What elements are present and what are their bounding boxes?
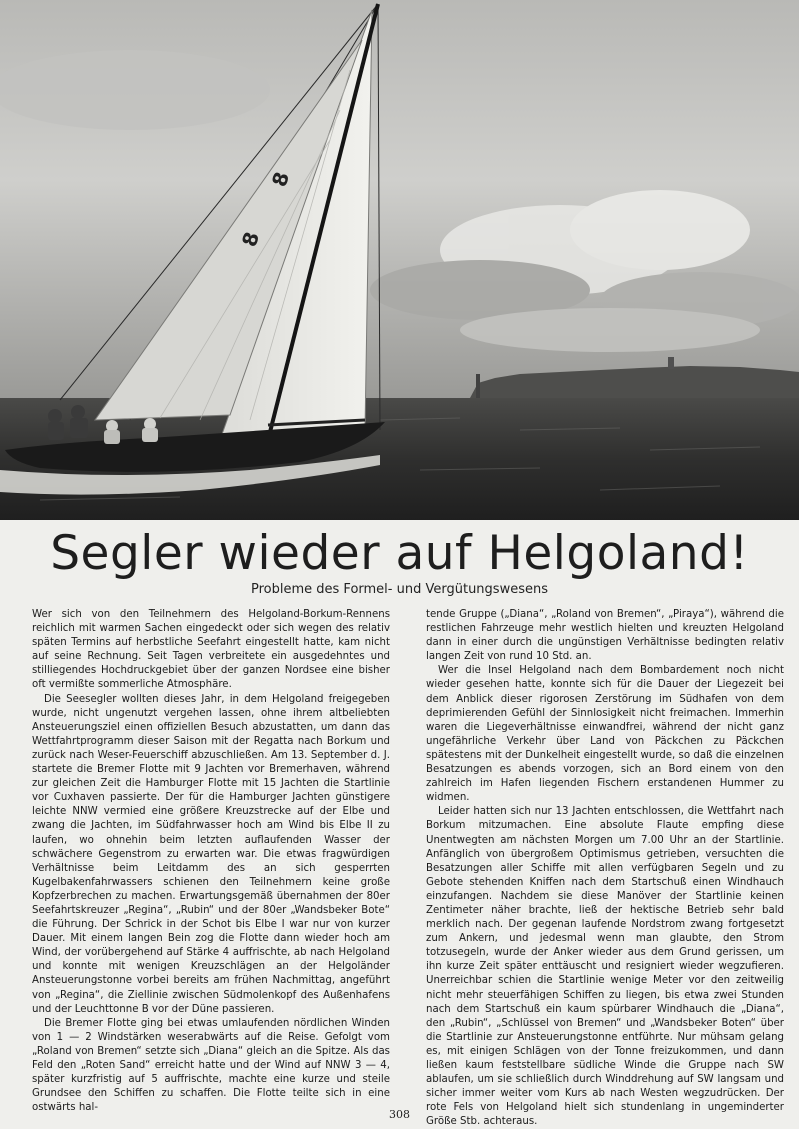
paragraph: Wer die Insel Helgoland nach dem Bombardement noch nicht wieder gesehen hatte, konnte sich für die Dauer der Liegezeit bei dem Anblick dieser rigorosen Zerstörung im Südhafen von dem deprimierenden Gefühl der Sinnlosigkeit nicht freimachen. Immerhin waren die Liegeverhältnisse einwandfrei, während der nicht ganz ungefährliche Verkehr über Land von Päckchen zu Päckchen spätestens mit der Dunkelheit eingestellt wurde, so daß die einzelnen Besatzungen es abends vorzogen, sich an Bord einem von den zahlreich im Hafen liegenden Fischern erstandenen Hummer zu widmen. [426,665,784,804]
photo-illustration [0,0,799,520]
paragraph: Leider hatten sich nur 13 Jachten entschlossen, die Wettfahrt nach Borkum mitzumachen. Eine absolute Flaute empfing diese Unentwegten am nächsten Morgen um 7.00 Uhr an der Startlinie. Anfänglich von übergroßem Optimismus getrieben, versuchten die Besatzungen aller Schiffe mit allen verfügbaren Segeln und zu Gebote stehenden Kniffen nach dem Startschuß einen Windhauch einzufangen. Nachdem sie diese Manöver der Startlinie keinen Zentimeter näher brachte, ließ der hektische Betrieb sehr bald merklich nach. Der gegenan laufende Nordstrom zwang fortgesetzt zum Ankern, und jedesmal wenn man glaubte, den Strom totzusegeln, wurde der Anker wieder aus dem Grund gerissen, um ihn kurze Zeit später enttäuscht und resigniert wieder wegzufieren. Unerreichbar schien die Startlinie wenige Meter vor den zeitweilig nicht mehr steuerfähigen Schiffen zu liegen, bis etwa zwei Stunden nach dem Startschuß ein kaum spürbarer Windhauch die „Diana“, den „Rubin“, „Schlüssel von Bremen“ und „Wandsbeker Boten“ über die Startlinie zur Ansteuerungstonne entführte. Nur mühsam gelang es, mit einigen Schlägen von der Tonne freizukommen, und dann ließen kaum feststellbare südliche Winde die Gruppe nach SW ablaufen, um sie schließlich durch Winddrehung auf SW langsam und sicher immer weiter vom Kurs ab nach Westen wegzudrücken. Der rote Fels von Helgoland hielt sich stundenlang in ungeminderter Größe Stb. achteraus. [426,806,784,1128]
article-title: Segler wieder auf Helgoland! [50,526,749,581]
paragraph: tende Gruppe („Diana“, „Roland von Bremen“, „Piraya“), während die restlichen Fahrzeuge mehr westlich hielten und kreuzten Helgoland dann in einer durch die ungünstigen Verhältnisse bedingten relativ langen Zeit von rund 10 Std. an. [426,609,784,663]
sailing-photo [0,0,799,520]
sail-number-bottom: 8 [236,228,265,250]
sail-number-top: 8 [266,168,295,190]
column-left [32,608,390,1114]
paragraph: Die Bremer Flotte ging bei etwas umlaufenden nördlichen Winden von 1 — 2 Windstärken weserabwärts auf die Reise. Gefolgt vom „Roland von Bremen“ setzte sich „Diana“ gleich an die Spitze. Als das Feld den „Roten Sand“ erreicht hatte und der Wind auf NNW 3 — 4, später kurzfristig auf 5 auffrischte, machte eine kurze und steile Grundsee den Schiffen zu schaffen. Die Flotte teilte sich in eine ostwärts hal- [32,1017,390,1114]
page-number: 308 [389,1108,410,1121]
paragraph: Wer sich von den Teilnehmern des Helgoland-Borkum-Rennens reichlich mit warmen Sachen eingedeckt oder sich wegen des relativ späten Termins auf herbstliche Seefahrt eingestellt hatte, kam nicht auf seine Rechnung. Seit Tagen verbreitete ein ausgedehntes und stilliegendes Hochdruckgebiet über der ganzen Nordsee eine bisher oft vermißte sommerliche Atmosphäre. [32,609,390,691]
column-right [426,608,784,1128]
paragraph: Die Seesegler wollten dieses Jahr, in dem Helgoland freigegeben wurde, nicht ungenutzt vergehen lassen, ohne ihrem altbeliebten Ansteuerungsziel einen offiziellen Besuch abzustatten, um dann das Wettfahrtprogramm dieser Saison mit der Regatta nach Borkum und zurück nach Weser-Feuerschiff abzuschließen. Am 13. September d. J. startete die Bremer Flotte mit 9 Jachten vor Bremerhaven, während zur gleichen Zeit die Hamburger Flotte mit 15 Jachten die Startlinie vor Cuxhaven passierte. Der für die Hamburger Jachten günstigere leichte NNW vermied eine größere Kreuzstrecke auf der Elbe und zwang die Jachten, im Südfahrwasser hoch am Wind bis Elbe II zu laufen, wo ohnehin beim letzten auflaufenden Wasser der schwächere Gegenstrom zu erwarten war. Die etwas fragwürdigen Verhältnisse beim Leitdamm des an sich gesperrten Kugelbakenfahrwassers schienen den Teilnehmern keine große Kopfzerbrechen zu machen. Erwartungsgemäß übernahmen der 80er Seefahrtskreuzer „Regina“, „Rubin“ und der 80er „Wandsbeker Bote“ die Führung. Der Schrick in der Schot bis Elbe I war nur von kurzer Dauer. Mit einem langen Bein zog die Flotte dann wieder hoch am Wind, der vorübergehend auf Stärke 4 auffrischte, ab nach Helgoland und konnte mit wenigen Kreuzschlägen an der Helgoländer Ansteuerungstonne vorbei bereits am frühen Nachmittag, angeführt von „Regina“, die Ziellinie zwischen Südmolenkopf des Außenhafens und der Leuchttonne B vor der Düne passieren. [32,693,390,1015]
article-subtitle: Probleme des Formel- und Vergütungswesens [251,582,548,597]
